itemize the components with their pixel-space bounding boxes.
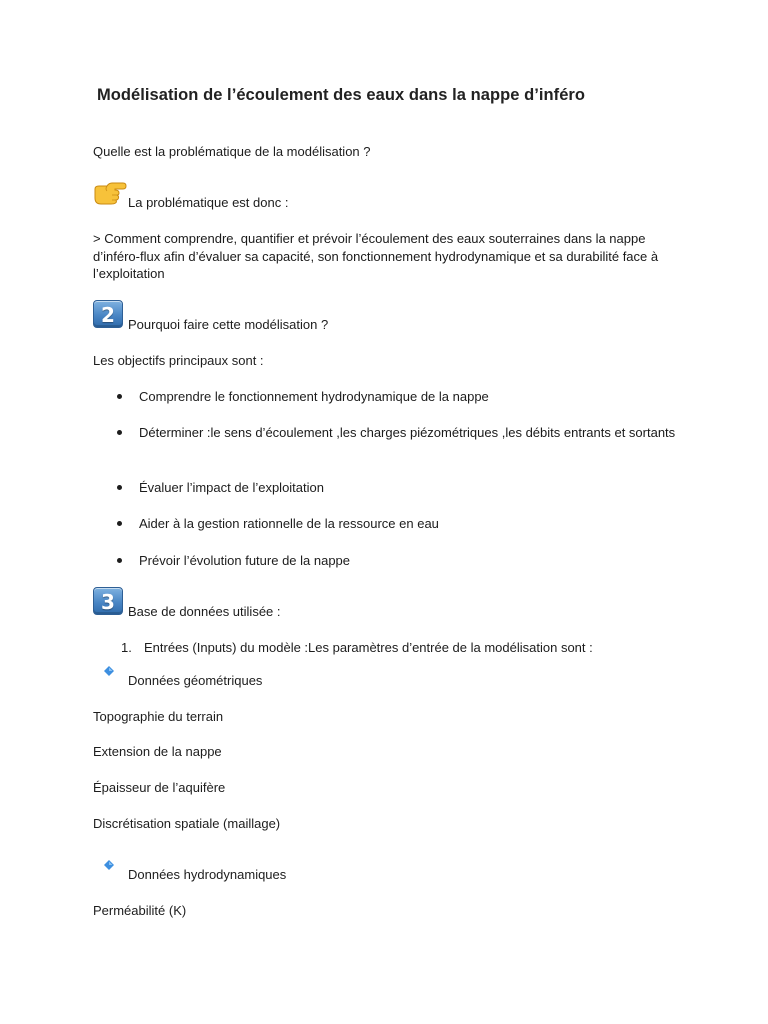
keycap-3-icon: 3 [93,587,123,615]
section1-heading: La problématique est donc : [128,195,289,210]
list-item: Épaisseur de l’aquifère [93,780,226,795]
question-text: Quelle est la problématique de la modélisation ? [93,144,371,159]
bullet-icon [117,394,122,399]
bullet-icon [117,558,122,563]
numbered-item-text: Entrées (Inputs) du modèle :Les paramètres d’entrée de la modélisation sont : [144,640,593,655]
group2-heading: Données hydrodynamiques [128,867,287,882]
section2-heading: Pourquoi faire cette modélisation ? [128,317,329,332]
list-item: Prévoir l’évolution future de la nappe [139,553,351,568]
bullet-icon [117,521,122,526]
keycap-2-icon: 2 [93,300,123,328]
list-item: Déterminer :le sens d’écoulement ,les charges piézométriques ,les débits entrants et sortants [139,425,676,440]
list-item: Perméabilité (K) [93,903,187,918]
list-item: Topographie du terrain [93,709,224,724]
blue-diamond-icon [104,666,114,676]
numbered-item-number: 1. [121,640,132,655]
section2-intro: Les objectifs principaux sont : [93,353,264,368]
list-item: Évaluer l’impact de l’exploitation [139,480,324,495]
list-item: Aider à la gestion rationnelle de la ressource en eau [139,516,439,531]
blue-diamond-icon [104,860,114,870]
section3-heading: Base de données utilisée : [128,604,281,619]
list-item: Discrétisation spatiale (maillage) [93,816,281,831]
list-item: Comprendre le fonctionnement hydrodynamique de la nappe [139,389,489,404]
list-item: Extension de la nappe [93,744,222,759]
pointing-hand-icon [93,178,127,206]
bullet-icon [117,485,122,490]
section1-paragraph: > Comment comprendre, quantifier et prévoir l’écoulement des eaux souterraines dans la nappe d’inféro-flux afin d’évaluer sa capacité, son fonctionnement hydrodynamique et sa durabilité face à l’exploitation [93,231,659,281]
group1-heading: Données géométriques [128,673,263,688]
document-title: Modélisation de l’écoulement des eaux dans la nappe d’inféro [97,86,586,104]
bullet-icon [117,430,122,435]
